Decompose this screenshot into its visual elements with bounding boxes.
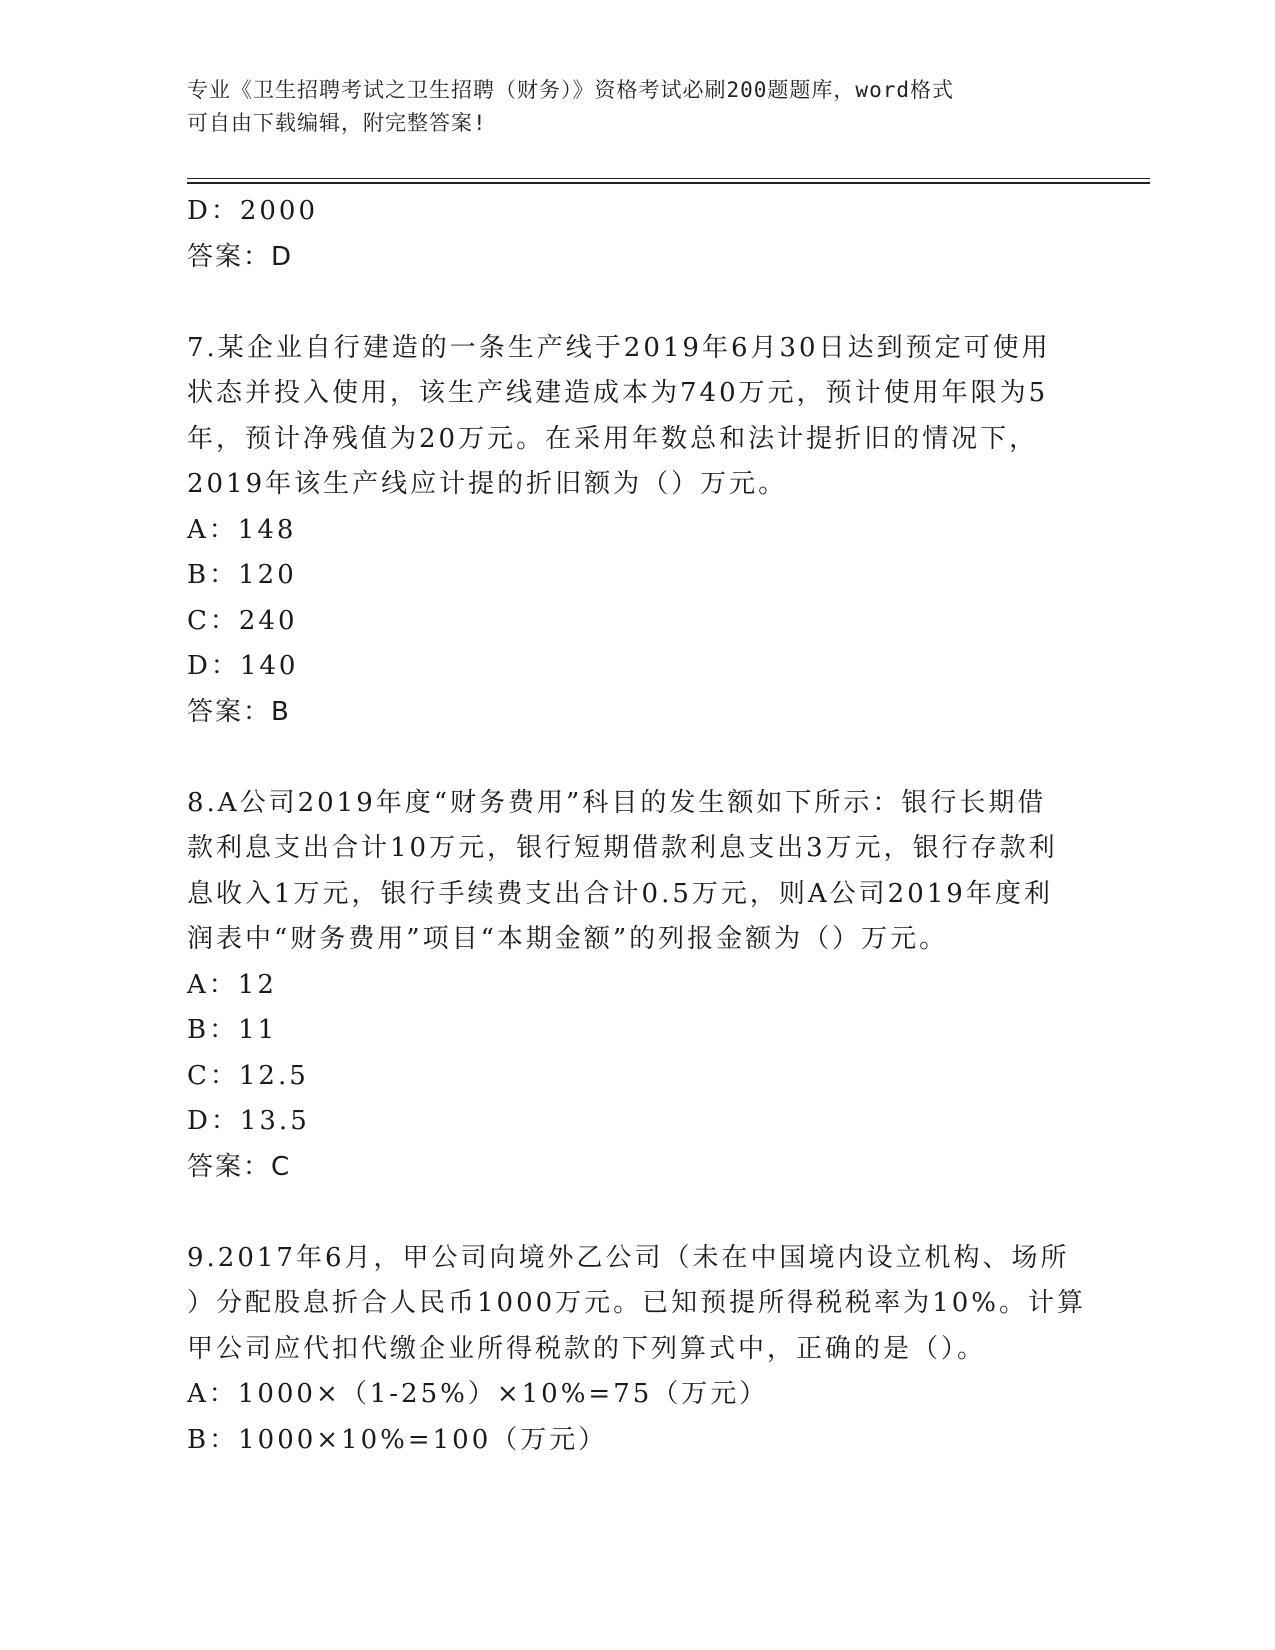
option-b: B：11 bbox=[187, 1015, 278, 1045]
header-divider-bottom bbox=[187, 182, 1150, 184]
answer-line: 答案：C bbox=[187, 1151, 292, 1182]
question-text-line: 8.A公司2019年度“财务费用”科目的发生额如下所示：银行长期借 bbox=[187, 787, 1047, 818]
question-text-line: 息收入1万元，银行手续费支出合计0.5万元，则A公司2019年度利 bbox=[187, 878, 1053, 909]
header-line-1: 专业《卫生招聘考试之卫生招聘（财务）》资格考试必刷200题题库，word格式 bbox=[187, 78, 954, 102]
question-text-line: 款利息支出合计10万元，银行短期借款利息支出3万元，银行存款利 bbox=[187, 833, 1058, 863]
option-a: A：12 bbox=[187, 969, 277, 1000]
question-list bbox=[187, 189, 1087, 1463]
question-text-line: 润表中“财务费用”项目“本期金额”的列报金额为（）万元。 bbox=[187, 924, 949, 954]
option-d: D：2000 bbox=[187, 196, 319, 226]
header-divider-top bbox=[187, 178, 1150, 179]
spacer bbox=[187, 1190, 1087, 1236]
header-line-2: 可自由下载编辑，附完整答案! bbox=[187, 111, 487, 135]
question-text-line: 9.2017年6月，甲公司向境外乙公司（未在中国境内设立机构、场所 bbox=[187, 1242, 1070, 1273]
option-c: C：12.5 bbox=[187, 1060, 309, 1091]
option-d: D：140 bbox=[187, 651, 299, 681]
question-text-line: 2019年该生产线应计提的折旧额为（）万元。 bbox=[187, 469, 788, 499]
document-header bbox=[187, 74, 1067, 140]
question-text-line: 状态并投入使用，该生产线建造成本为740万元，预计使用年限为5 bbox=[187, 378, 1049, 408]
question-text-line: 年，预计净残值为20万元。在采用年数总和法计提折旧的情况下， bbox=[187, 423, 1039, 454]
option-d: D：13.5 bbox=[187, 1106, 310, 1136]
option-b: B：120 bbox=[187, 560, 297, 590]
question-text-line: 7.某企业自行建造的一条生产线于2019年6月30日达到预定可使用 bbox=[187, 332, 1051, 363]
question-7 bbox=[187, 326, 1087, 736]
question-9 bbox=[187, 1236, 1087, 1464]
answer-line: 答案：B bbox=[187, 696, 291, 727]
question-text-line: ）分配股息折合人民币1000万元。已知预提所得税税率为10%。计算 bbox=[187, 1288, 1086, 1318]
spacer bbox=[187, 280, 1087, 326]
answer-line: 答案：D bbox=[187, 241, 294, 272]
question-text-line: 甲公司应代扣代缴企业所得税款的下列算式中，正确的是（）。 bbox=[187, 1333, 987, 1364]
question-8 bbox=[187, 781, 1087, 1191]
spacer bbox=[187, 735, 1087, 781]
option-c: C：240 bbox=[187, 605, 298, 636]
option-a: A：148 bbox=[187, 514, 297, 545]
question-6-tail bbox=[187, 189, 1087, 280]
option-a: A：1000×（1-25%）×10%=75（万元） bbox=[187, 1379, 769, 1409]
option-b: B：1000×10%=100（万元） bbox=[187, 1424, 608, 1455]
